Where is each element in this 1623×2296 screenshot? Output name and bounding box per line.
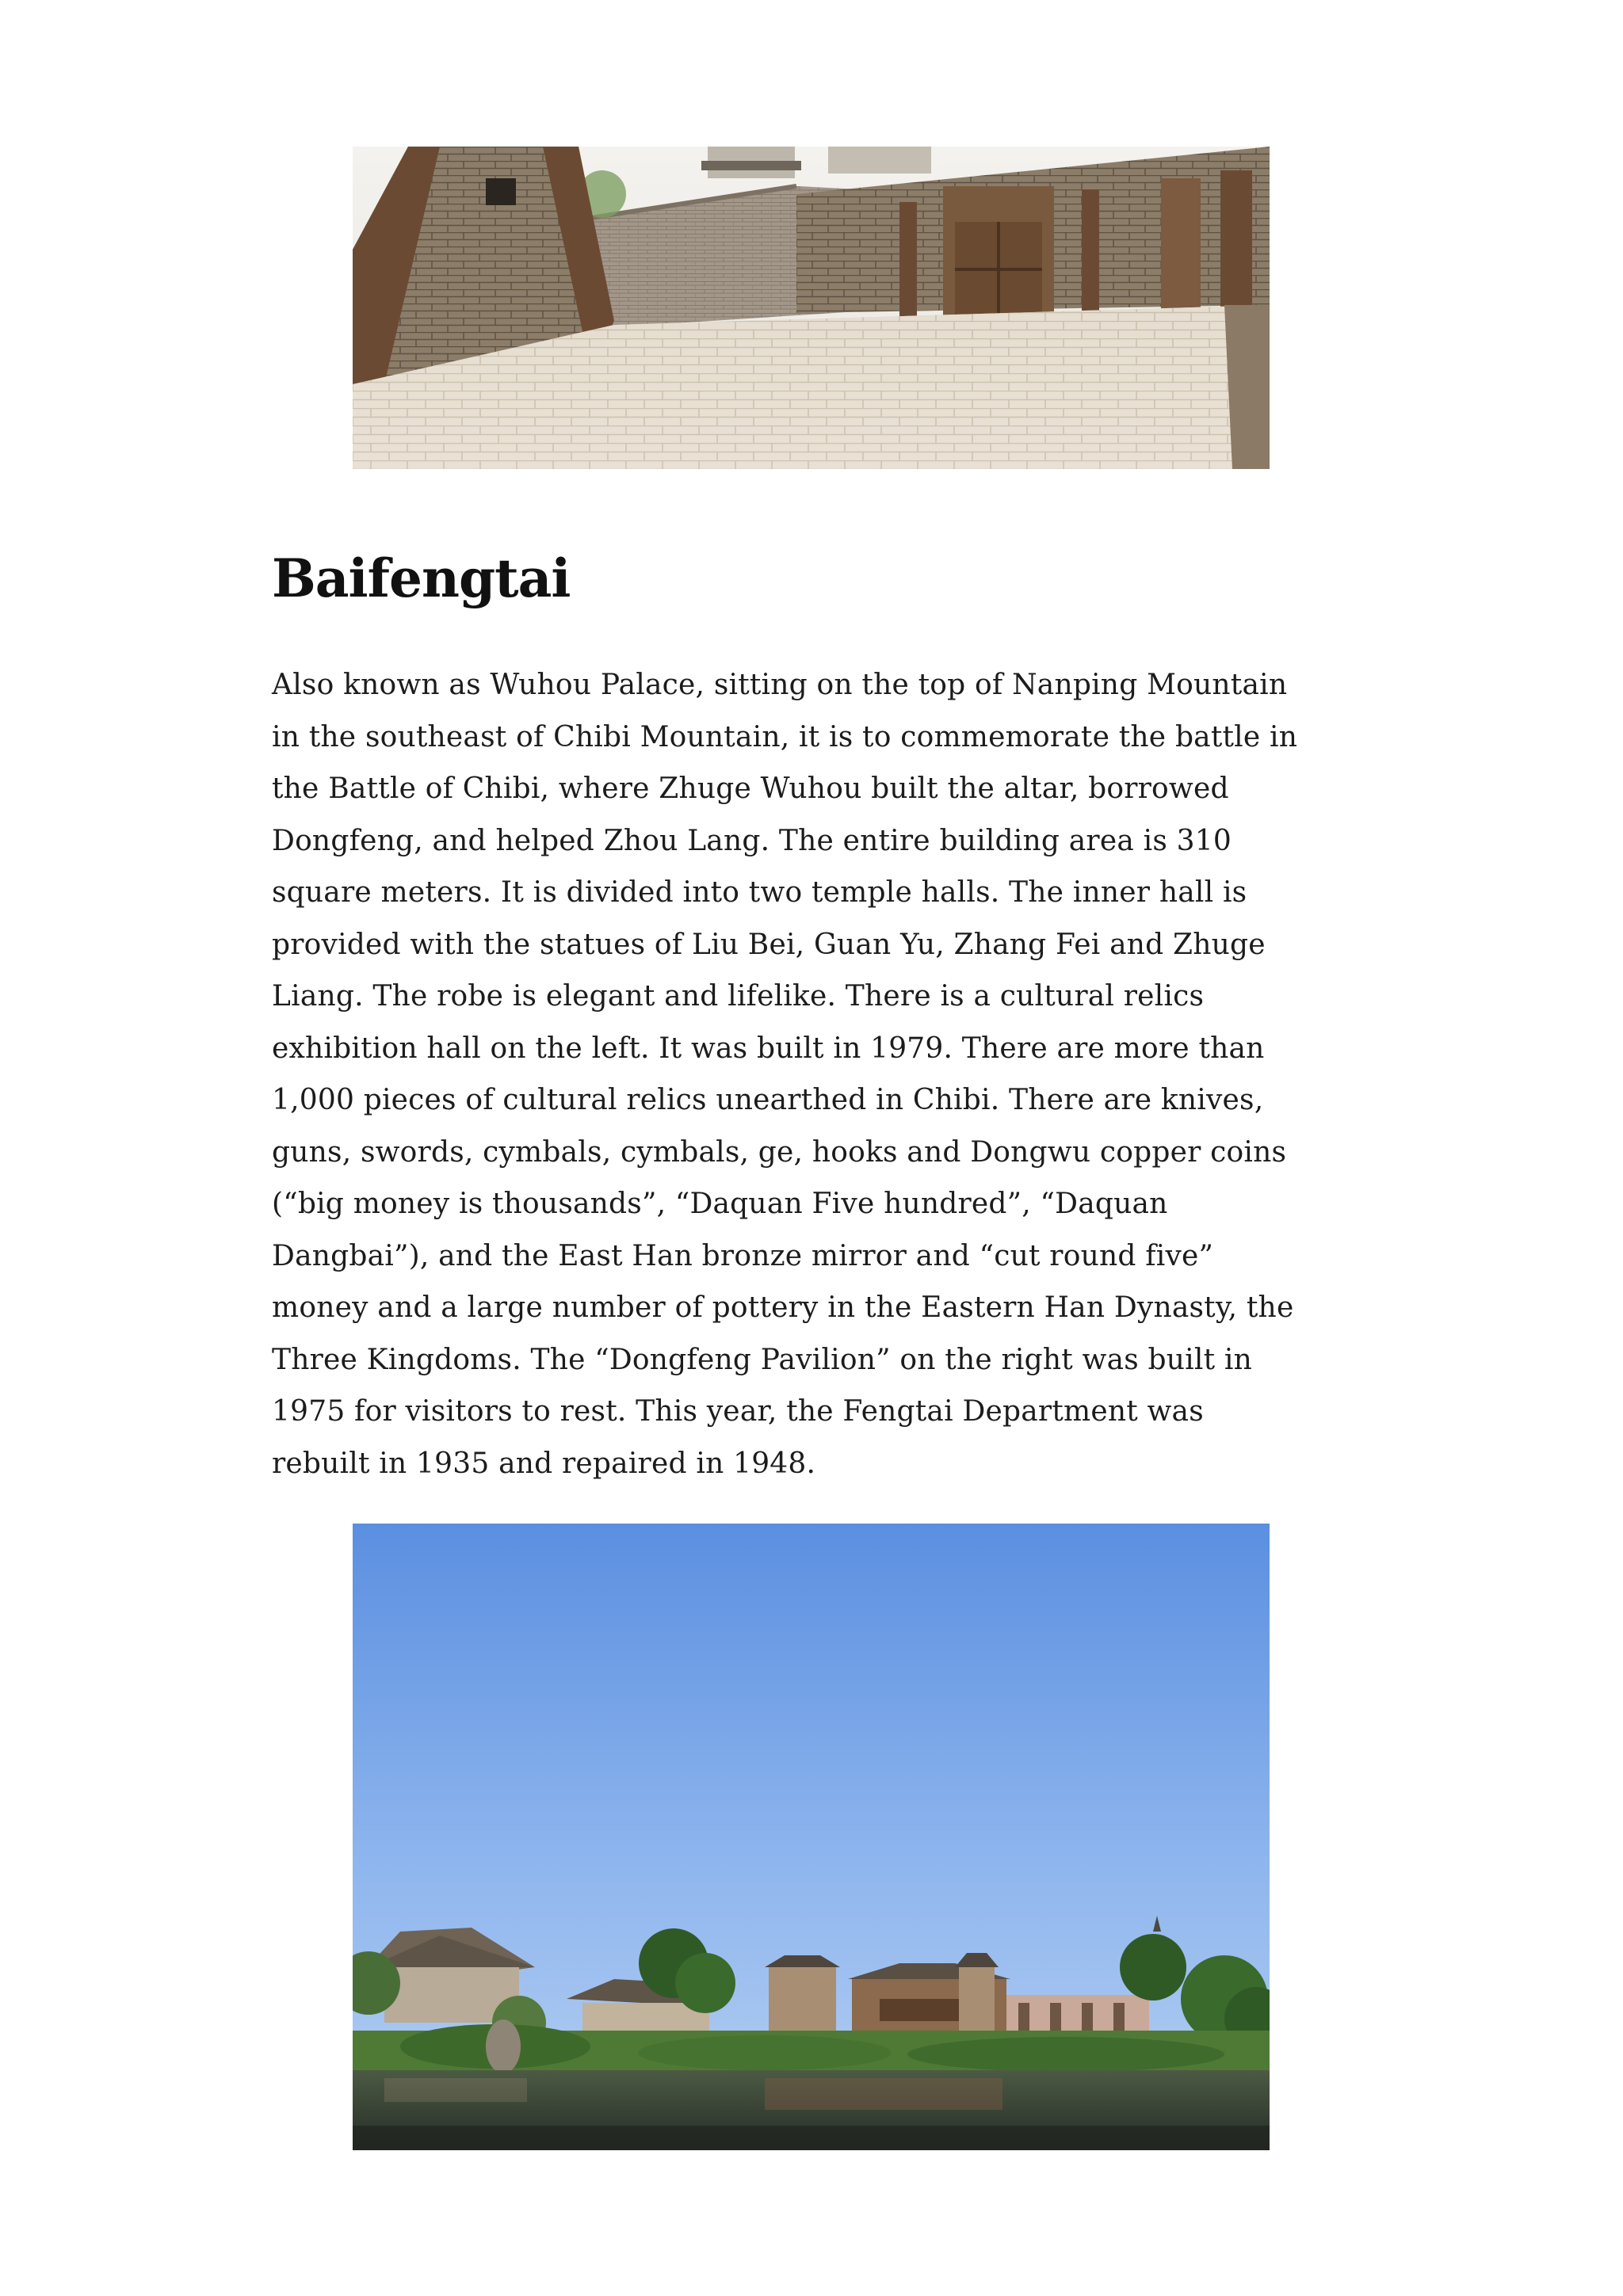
- section-heading: Baifengtai: [272, 547, 571, 609]
- paragraph-line: exhibition hall on the left. It was built in 1979. There are more than: [272, 1032, 1265, 1065]
- paragraph-line: 1,000 pieces of cultural relics unearthed in Chibi. There are knives,: [272, 1084, 1264, 1116]
- body-paragraph: [272, 659, 1350, 1489]
- paragraph-line: Three Kingdoms. The “Dongfeng Pavilion” on the right was built in: [272, 1343, 1253, 1376]
- paragraph-line: Also known as Wuhou Palace, sitting on the top of Nanping Mountain: [272, 669, 1288, 701]
- paragraph-line: Liang. The robe is elegant and lifelike. There is a cultural relics: [272, 980, 1205, 1013]
- fortress-gate-photo: [353, 147, 1270, 469]
- paragraph-line: square meters. It is divided into two temple halls. The inner hall is: [272, 876, 1247, 909]
- paragraph-line: in the southeast of Chibi Mountain, it is to commemorate the battle in: [272, 720, 1298, 753]
- lakeside-pavilion-photo: [353, 1524, 1270, 2150]
- paragraph-line: Dongfeng, and helped Zhou Lang. The entire building area is 310: [272, 824, 1232, 857]
- paragraph-line: provided with the statues of Liu Bei, Guan Yu, Zhang Fei and Zhuge: [272, 928, 1266, 961]
- paragraph-line: the Battle of Chibi, where Zhuge Wuhou built the altar, borrowed: [272, 772, 1229, 805]
- paragraph-line: guns, swords, cymbals, cymbals, ge, hooks and Dongwu copper coins: [272, 1135, 1287, 1169]
- paragraph-line: rebuilt in 1935 and repaired in 1948.: [272, 1447, 816, 1480]
- paragraph-line: 1975 for visitors to rest. This year, the Fengtai Department was: [272, 1395, 1204, 1428]
- paragraph-line: (“big money is thousands”, “Daquan Five hundred”, “Daquan: [272, 1188, 1168, 1220]
- paragraph-line: Dangbai”), and the East Han bronze mirror and “cut round five”: [272, 1239, 1214, 1272]
- paragraph-line: money and a large number of pottery in the Eastern Han Dynasty, the: [272, 1291, 1294, 1324]
